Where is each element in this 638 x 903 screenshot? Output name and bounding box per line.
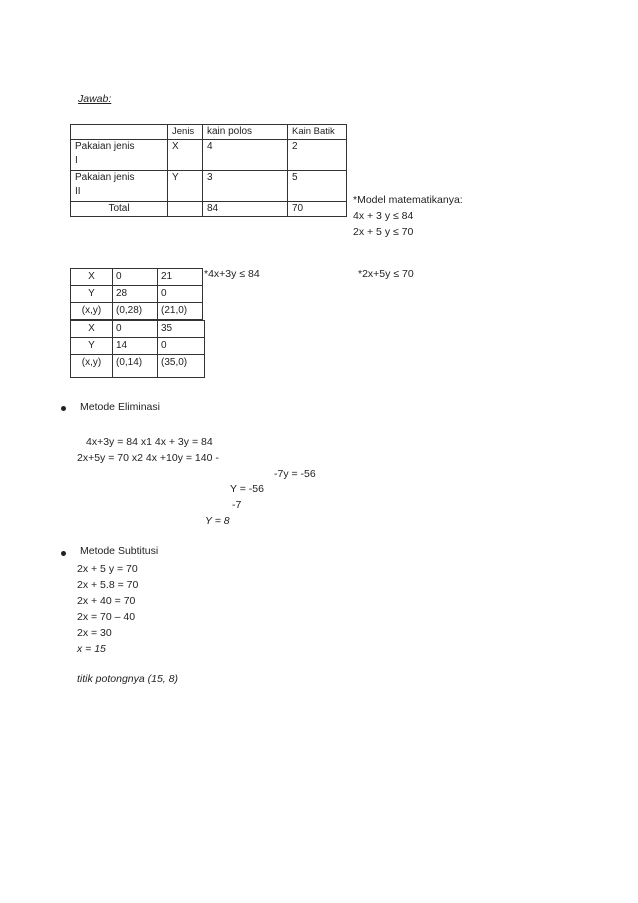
- cell: (0,28): [113, 303, 158, 320]
- table-row: [71, 321, 205, 338]
- cell: 35: [158, 321, 205, 338]
- inequality-1-label: *4x+3y ≤ 84: [204, 268, 260, 280]
- row-label-line1: Pakaian jenis: [75, 141, 135, 152]
- row-label-line2: II: [75, 186, 81, 197]
- points-table-2: [70, 320, 205, 378]
- elim-line-1: 4x+3y = 84 x1 4x + 3y = 84: [86, 436, 213, 448]
- bullet-icon: [61, 551, 66, 556]
- header-kain-polos: kain polos: [203, 125, 288, 140]
- cell: (x,y): [71, 355, 113, 378]
- table-row: [71, 269, 203, 286]
- row-var: Y: [168, 171, 203, 202]
- table-row: [71, 338, 205, 355]
- subs-result: x = 15: [77, 643, 106, 655]
- cell: 0: [113, 321, 158, 338]
- row-label-line1: Pakaian jenis: [75, 172, 135, 183]
- table-row: [71, 355, 205, 378]
- cell: 14: [113, 338, 158, 355]
- total-polos: 84: [203, 202, 288, 217]
- total-batik: 70: [288, 202, 347, 217]
- table-row: [71, 286, 203, 303]
- inequality-2-label: *2x+5y ≤ 70: [358, 268, 414, 280]
- cell: (x,y): [71, 303, 113, 320]
- intersection-conclusion: titik potongnya (15, 8): [77, 673, 178, 685]
- subs-line-1: 2x + 5 y = 70: [77, 563, 138, 575]
- row-polos: 3: [203, 171, 288, 202]
- row-batik: 5: [288, 171, 347, 202]
- row-label: [71, 140, 168, 171]
- points-table-1: [70, 268, 203, 320]
- table-header-row: [71, 125, 347, 140]
- header-jenis: Jenis: [168, 125, 203, 140]
- elim-line-4: Y = -56: [230, 483, 264, 495]
- model-eq1: 4x + 3 y ≤ 84: [353, 210, 414, 222]
- cell: Y: [71, 286, 113, 303]
- table-row: [71, 303, 203, 320]
- cell: (35,0): [158, 355, 205, 378]
- subs-line-4: 2x = 70 – 40: [77, 611, 136, 623]
- row-var: X: [168, 140, 203, 171]
- row-label: [71, 171, 168, 202]
- table-row: [71, 171, 347, 202]
- substitution-title: Metode Subtitusi: [80, 545, 159, 557]
- row-label-line2: I: [75, 155, 78, 166]
- table-row: [71, 140, 347, 171]
- elim-result: Y = 8: [205, 515, 230, 527]
- table-total-row: [71, 202, 347, 217]
- cell: 21: [158, 269, 203, 286]
- header-empty: [71, 125, 168, 140]
- row-polos: 4: [203, 140, 288, 171]
- total-label: Total: [71, 202, 168, 217]
- cell: X: [71, 321, 113, 338]
- model-eq2: 2x + 5 y ≤ 70: [353, 226, 414, 238]
- elim-line-3: -7y = -56: [274, 468, 316, 480]
- answer-heading: Jawab:: [78, 93, 112, 105]
- cell: Y: [71, 338, 113, 355]
- cell: (21,0): [158, 303, 203, 320]
- elimination-title: Metode Eliminasi: [80, 401, 160, 413]
- cell: 0: [158, 286, 203, 303]
- elim-line-5: -7: [232, 499, 242, 511]
- cell: (0,14): [113, 355, 158, 378]
- header-kain-batik: Kain Batik: [288, 125, 347, 140]
- model-title: *Model matematikanya:: [353, 194, 463, 206]
- subs-line-2: 2x + 5.8 = 70: [77, 579, 139, 591]
- cell: 0: [113, 269, 158, 286]
- cell: 0: [158, 338, 205, 355]
- total-empty: [168, 202, 203, 217]
- row-batik: 2: [288, 140, 347, 171]
- product-table: [70, 124, 347, 217]
- cell: X: [71, 269, 113, 286]
- bullet-icon: [61, 406, 66, 411]
- cell: 28: [113, 286, 158, 303]
- elim-line-2: 2x+5y = 70 x2 4x +10y = 140 -: [77, 452, 219, 464]
- subs-line-5: 2x = 30: [77, 627, 112, 639]
- subs-line-3: 2x + 40 = 70: [77, 595, 136, 607]
